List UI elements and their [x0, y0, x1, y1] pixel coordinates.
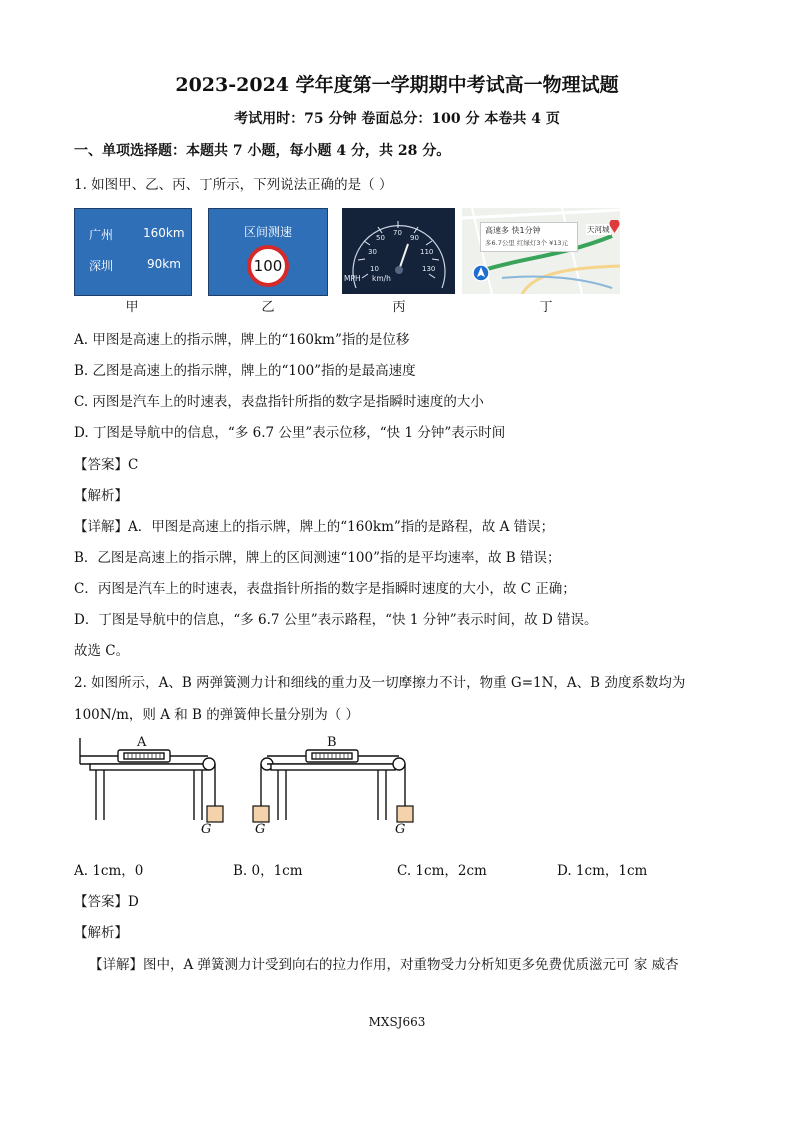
speed-limit-value: 100 [253, 257, 283, 275]
sign-section-speed-label: 区间测速 [243, 225, 292, 239]
q1-option-d: D. 丁图是导航中的信息，“多 6.7 公里”表示位移，“快 1 分钟”表示时间 [74, 425, 506, 441]
sign-city-2: 深圳 [89, 259, 114, 273]
spring-scale-diagram [74, 736, 424, 842]
svg-text:30: 30 [368, 248, 377, 256]
svg-text:70: 70 [393, 229, 402, 237]
route-label: 高速多 快1分钟 [485, 226, 541, 235]
q2-detail-line: 【详解】图中，A 弹簧测力计受到向右的拉力作用，对重物受力分析知更多免费优质滋元可 家 威杏 [89, 957, 679, 973]
q1-detail-line: C．丙图是汽车上的时速表，表盘指针所指的数字是指瞬时速度的大小，故 C 正确； [74, 581, 576, 597]
svg-text:10: 10 [370, 265, 379, 273]
sign-distance-1: 160km [143, 226, 185, 240]
svg-text:90: 90 [410, 234, 419, 242]
figure-ding-navigation-map [462, 208, 620, 294]
q1-answer: 【答案】C [74, 457, 139, 473]
caption-ding: 丁 [539, 300, 553, 315]
navigation-arrow-icon [472, 264, 490, 282]
question-2-stem-line1: 2. 如图所示，A、B 两弹簧测力计和细线的重力及一切摩擦力不计，物重 G=1N，A、B 劲度系数均为 [74, 675, 686, 691]
figure-jia-sign [74, 208, 192, 296]
caption-jia: 甲 [125, 300, 139, 315]
question-1-stem: 1. 如图甲、乙、丙、丁所示，下列说法正确的是（ ） [74, 177, 393, 193]
q1-conclusion: 故选 C。 [74, 643, 130, 659]
sign-distance-2: 90km [147, 257, 181, 271]
route-info-card [480, 222, 578, 252]
route-stats: 多6.7公里 红绿灯3个 ¥13元 [485, 239, 569, 247]
q1-analysis-label: 【解析】 [74, 488, 128, 504]
exam-info: 考试用时：75 分钟 卷面总分：100 分 本卷共 4 页 [234, 111, 560, 127]
weight-label: G [201, 822, 212, 837]
destination-pin-icon [609, 220, 620, 234]
spring-scale-a-label: A [137, 735, 147, 750]
destination-label: 天河城 [587, 225, 610, 234]
section-heading: 一、单项选择题：本题共 7 小题，每小题 4 分，共 28 分。 [74, 143, 451, 159]
q2-option-a: A. 1cm，0 [74, 863, 144, 879]
q2-option-b: B. 0，1cm [233, 863, 303, 879]
weight-label: G [395, 822, 406, 837]
svg-text:50: 50 [376, 234, 385, 242]
speedometer-mph-label: MPH [344, 274, 361, 283]
weight-label: G [255, 822, 266, 837]
figure-yi-sign [208, 208, 328, 296]
q2-analysis-label: 【解析】 [74, 925, 128, 941]
question-2-stem-line2: 100N/m，则 A 和 B 的弹簧伸长量分别为（ ） [74, 707, 360, 723]
q2-option-d: D. 1cm，1cm [557, 863, 648, 879]
page-title: 2023-2024 学年度第一学期期中考试高一物理试题 [175, 74, 619, 96]
q1-option-c: C. 丙图是汽车上的时速表，表盘指针所指的数字是指瞬时速度的大小 [74, 394, 484, 410]
q1-detail-line: 【详解】A．甲图是高速上的指示牌，牌上的“160km”指的是路程，故 A 错误； [74, 519, 555, 535]
q1-option-b: B. 乙图是高速上的指示牌，牌上的“100”指的是最高速度 [74, 363, 416, 379]
q1-option-a: A. 甲图是高速上的指示牌，牌上的“160km”指的是位移 [74, 332, 410, 348]
q1-detail-line: B．乙图是高速上的指示牌，牌上的区间测速“100”指的是平均速率，故 B 错误； [74, 550, 561, 566]
q1-detail-line: D．丁图是导航中的信息，“多 6.7 公里”表示路程，“快 1 分钟”表示时间，故 D 错误。 [74, 612, 598, 628]
q2-option-c: C. 1cm，2cm [397, 863, 487, 879]
speedometer-kmh-label: km/h [372, 274, 391, 283]
svg-text:110: 110 [420, 248, 434, 256]
q2-answer: 【答案】D [74, 894, 139, 910]
page-footer-code: MXSJ663 [368, 1015, 426, 1029]
svg-text:130: 130 [422, 265, 436, 273]
figure-bing-speedometer [342, 208, 455, 294]
caption-bing: 丙 [392, 300, 406, 315]
sign-city-1: 广州 [89, 228, 114, 242]
spring-scale-b-label: B [327, 735, 337, 750]
caption-yi: 乙 [261, 300, 275, 315]
